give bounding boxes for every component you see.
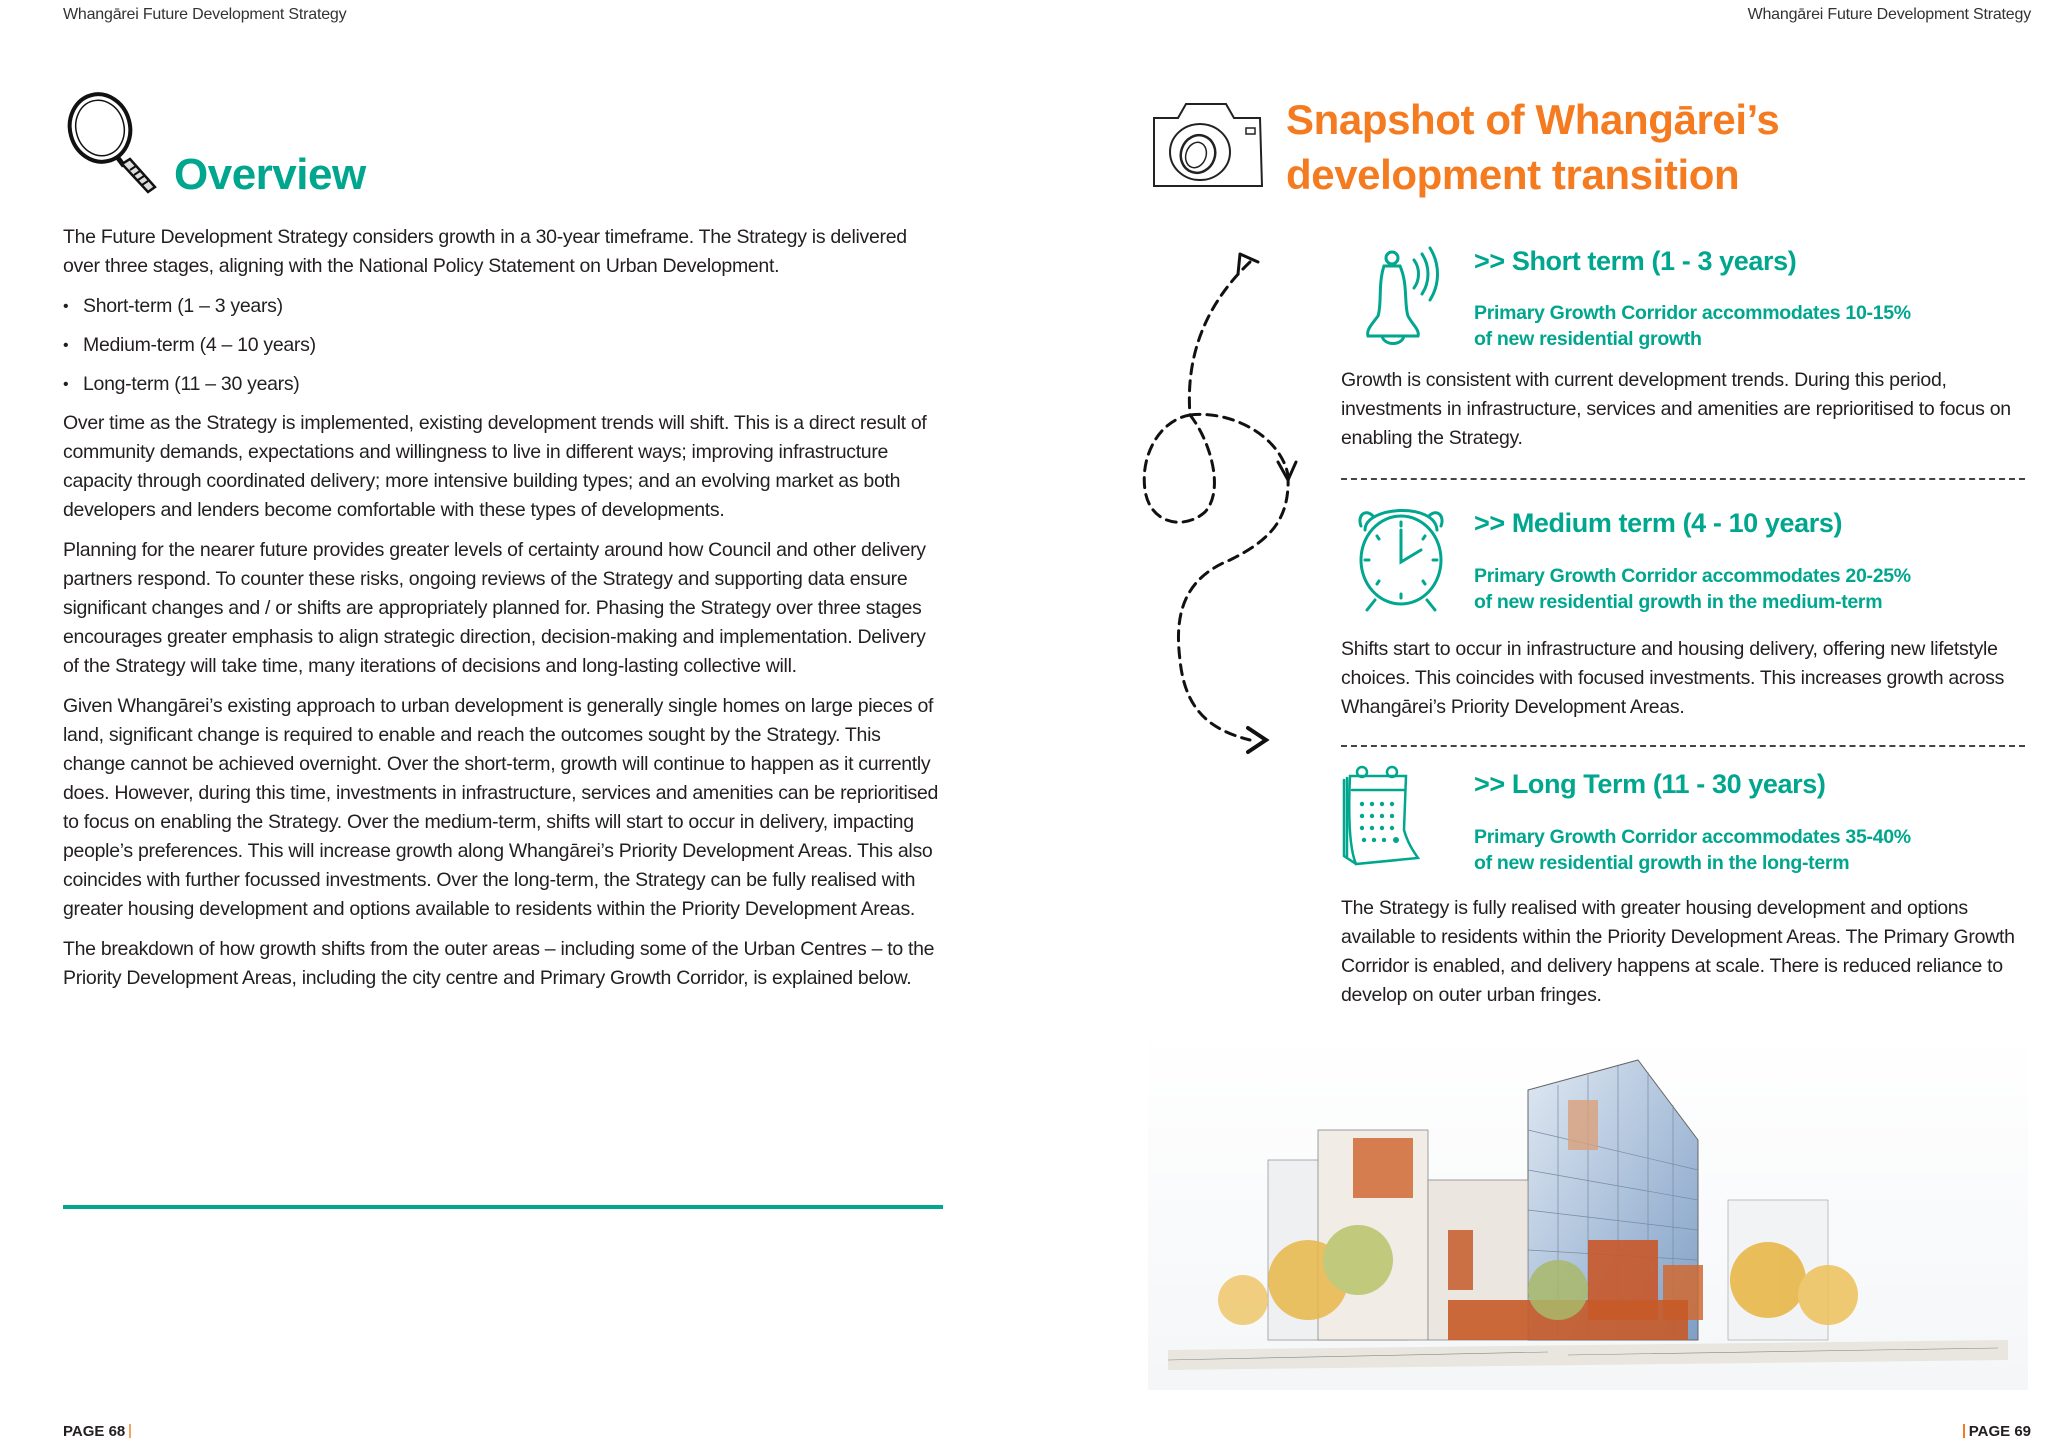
overview-heading: Overview <box>174 150 366 199</box>
bell-icon <box>1360 244 1450 354</box>
short-term-description: Growth is consistent with current development trends. During this period, investments in infrastructure, services and amenities are reprioritised to focus on enabling the Strategy. <box>1341 369 2011 449</box>
alarm-clock-icon <box>1355 496 1455 614</box>
stage-list-item: • Medium-term (4 – 10 years) <box>63 331 943 360</box>
overview-intro: The Future Development Strategy considers growth in a 30-year timeframe. The Strategy is delivered over three stages, aligning with the National Policy Statement on Urban Development. <box>63 226 907 277</box>
stage-list <box>63 292 943 399</box>
long-term-description: The Strategy is fully realised with greater housing development and options available to residents within the Priority Development Areas. The Primary Growth Corridor is enabled, and delivery happens at scale. There is reduced reliance to develop on outer urban fringes. <box>1341 897 2015 1006</box>
overview-paragraph: Given Whangārei’s existing approach to urban development is generally single homes on large pieces of land, significant change is required to enable and reach the outcomes sought by the Strategy. This change cannot be achieved overnight. Over the short-term, growth will continue to happen as it currently does. However, during this time, investments in infrastructure, services and amenities can be reprioritised to focus on enabling the Strategy. Over the medium-term, shifts will start to occur in delivery, impacting people’s preferences. This will increase growth along Whangārei’s Priority Development Areas. This also coincides with further focussed investments. Over the long-term, the Strategy can be fully realised with greater housing development and options available to residents within the Priority Development Areas. <box>63 695 939 920</box>
section-divider-rule <box>63 1205 943 1209</box>
calendar-icon <box>1340 760 1420 870</box>
medium-term-subtitle <box>1474 563 1911 615</box>
snapshot-heading-line2: development transition <box>1286 151 1740 198</box>
overview-body <box>63 223 943 1004</box>
building-sketch-illustration <box>1148 1030 2028 1390</box>
page-number-left <box>63 1424 131 1439</box>
long-term-subtitle-line1: Primary Growth Corridor accommodates 35-40% <box>1474 826 1911 848</box>
short-term-subtitle-line2: of new residential growth <box>1474 328 1702 350</box>
long-term-subtitle <box>1474 824 1911 876</box>
short-term-subtitle-line1: Primary Growth Corridor accommodates 10-15% <box>1474 302 1911 324</box>
term-divider <box>1341 478 2025 480</box>
page-number-right-label: PAGE 69 <box>1968 1423 2031 1440</box>
page-number-left-label: PAGE 68 <box>63 1423 126 1440</box>
magnifying-glass-icon <box>60 86 160 198</box>
short-term-heading: >> Short term (1 - 3 years) <box>1474 246 1797 276</box>
stage-list-item: • Long-term (11 – 30 years) <box>63 370 943 399</box>
overview-paragraph: Planning for the nearer future provides greater levels of certainty around how Council and other delivery partners respond. To counter these risks, ongoing reviews of the Strategy and supporting data ensure significant changes and / or shifts are appropriately planned for. Phasing the Strategy over three stages encourages greater emphasis to align strategic direction, decision-making and implementation. Delivery of the Strategy will take time, many iterations of decisions and long-lasting collective will. <box>63 539 926 677</box>
page-marker-bar <box>1963 1424 1965 1438</box>
long-term-heading: >> Long Term (11 - 30 years) <box>1474 769 1826 799</box>
camera-icon <box>1148 98 1268 190</box>
overview-paragraph: Over time as the Strategy is implemented, existing development trends will shift. This is a direct result of community demands, expectations and willingness to live in different ways; improving infrastructure capacity through coordinated delivery; more intensive building types; and an evolving market as both developers and lenders become comfortable with these types of developments. <box>63 412 927 521</box>
snapshot-heading <box>1286 92 1779 202</box>
snapshot-heading-line1: Snapshot of Whangārei’s <box>1286 96 1780 143</box>
page-marker-bar <box>129 1424 131 1438</box>
overview-paragraph: The breakdown of how growth shifts from the outer areas – including some of the Urban Centres – to the Priority Development Areas, including the city centre and Primary Growth Corridor, is explained below. <box>63 938 935 989</box>
page-number-right <box>1963 1424 2031 1439</box>
medium-term-subtitle-line2: of new residential growth in the medium-term <box>1474 591 1883 613</box>
medium-term-subtitle-line1: Primary Growth Corridor accommodates 20-25% <box>1474 565 1911 587</box>
long-term-subtitle-line2: of new residential growth in the long-term <box>1474 852 1850 874</box>
dashed-path-arrow-decoration <box>1140 240 1340 780</box>
running-head-right: Whangārei Future Development Strategy <box>1747 6 2031 23</box>
running-head-left: Whangārei Future Development Strategy <box>63 6 347 23</box>
stage-list-item: • Short-term (1 – 3 years) <box>63 292 943 321</box>
medium-term-description: Shifts start to occur in infrastructure and housing delivery, offering new lifetstyle choices. This coincides with focused investments. This increases growth across Whangārei’s Priority Development Areas. <box>1341 638 2005 718</box>
medium-term-heading: >> Medium term (4 - 10 years) <box>1474 508 1843 538</box>
short-term-subtitle <box>1474 300 1911 352</box>
term-divider <box>1341 745 2025 747</box>
